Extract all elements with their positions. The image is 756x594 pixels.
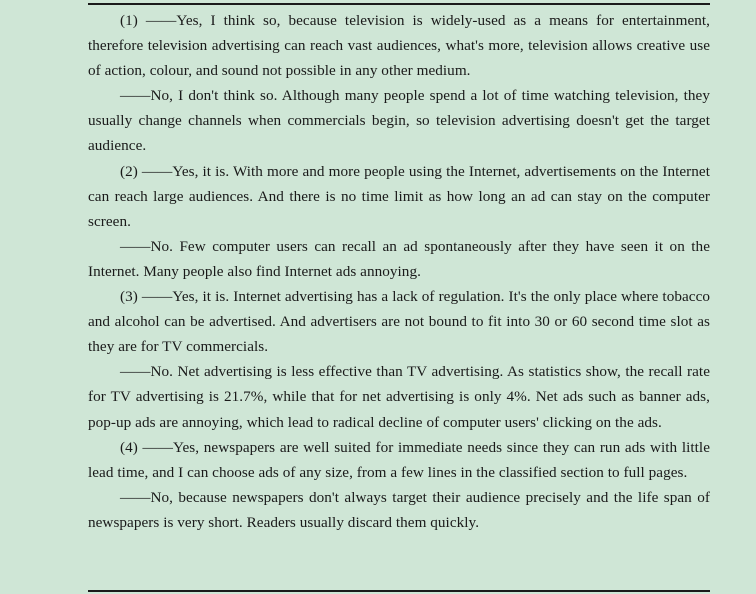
answer-1-yes-paragraph: (1) ——Yes, I think so, because television is widely-used as a means for entertainment, therefore television advertising can reach vast audiences, what's more, television allows creative use of action, colour, and sound not possible in any other medium. bbox=[88, 12, 710, 80]
answer-3-no-paragraph: ——No. Net advertising is less effective than TV advertising. As statistics show, the recall rate for TV advertising is 21.7%, while that for net advertising is only 4%. Net ads such as banner ads, pop-up ads are annoying, which lead to radical decline of computer users' clicking on the ads. bbox=[88, 363, 710, 431]
answer-2-no-paragraph: ——No. Few computer users can recall an ad spontaneously after they have seen it on the Internet. Many people also find Internet ads annoying. bbox=[88, 237, 710, 280]
answer-2-yes-paragraph: (2) ——Yes, it is. With more and more people using the Internet, advertisements on the Internet can reach large audiences. And there is no time limit as how long an ad can stay on the computer screen. bbox=[88, 162, 710, 230]
answer-4-no-paragraph: ——No, because newspapers don't always target their audience precisely and the life span of newspapers is very short. Readers usually discard them quickly. bbox=[88, 488, 710, 531]
answer-text-block bbox=[88, 8, 710, 535]
top-rule bbox=[88, 3, 710, 5]
bottom-rule bbox=[88, 590, 710, 592]
answer-3-yes-paragraph: (3) ——Yes, it is. Internet advertising has a lack of regulation. It's the only place where tobacco and alcohol can be advertised. And advertisers are not bound to fit into 30 or 60 second time slot as they are for TV commercials. bbox=[88, 288, 710, 356]
answer-4-yes-paragraph: (4) ——Yes, newspapers are well suited for immediate needs since they can run ads with little lead time, and I can choose ads of any size, from a few lines in the classified section to full pages. bbox=[88, 438, 710, 481]
answer-1-no-paragraph: ——No, I don't think so. Although many people spend a lot of time watching television, they usually change channels when commercials begin, so television advertising doesn't get the target audience. bbox=[88, 87, 710, 155]
